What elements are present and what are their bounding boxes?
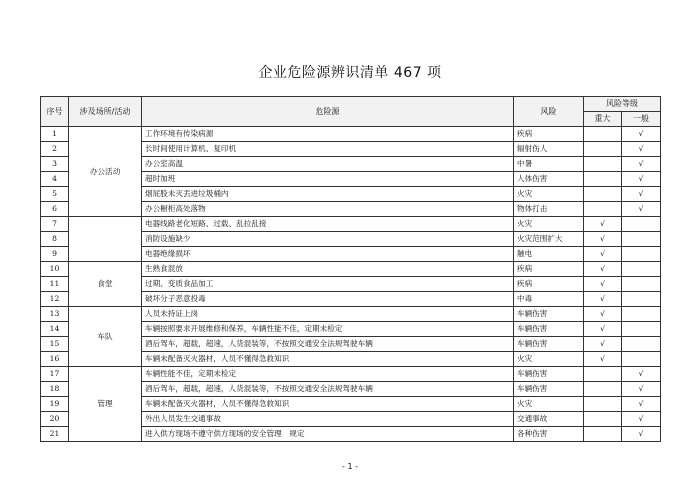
hazard-table xyxy=(40,96,661,442)
row-major-check xyxy=(584,427,622,442)
header-area: 涉及场所/活动 xyxy=(69,97,142,127)
row-hazard: 电器绝缘损坏 xyxy=(142,247,514,262)
row-hazard: 长时间使用计算机、复印机 xyxy=(142,142,514,157)
row-hazard: 车辆未配备灭火器材，人员不懂得急救知识 xyxy=(142,397,514,412)
row-seq: 2 xyxy=(41,142,69,157)
row-major-check: √ xyxy=(584,352,622,367)
row-hazard: 办公橱柜高处落物 xyxy=(142,202,514,217)
row-area: 管理 xyxy=(69,367,142,442)
row-hazard: 进入供方现场不遵守供方现场的安全管理 规定 xyxy=(142,427,514,442)
header-risk: 风险 xyxy=(514,97,584,127)
row-risk: 车辆伤害 xyxy=(514,307,584,322)
row-seq: 11 xyxy=(41,277,69,292)
table-row xyxy=(41,217,661,232)
row-risk: 车辆伤害 xyxy=(514,367,584,382)
row-seq: 7 xyxy=(41,217,69,232)
row-risk: 疾病 xyxy=(514,262,584,277)
document-title: 企业危险源辨识清单 467 项 xyxy=(258,65,442,81)
row-major-check xyxy=(584,202,622,217)
row-general-check: √ xyxy=(622,172,661,187)
row-risk: 物体打击 xyxy=(514,202,584,217)
row-risk: 中暑 xyxy=(514,157,584,172)
row-seq: 19 xyxy=(41,397,69,412)
row-seq: 10 xyxy=(41,262,69,277)
row-seq: 8 xyxy=(41,232,69,247)
row-risk: 车辆伤害 xyxy=(514,382,584,397)
row-seq: 3 xyxy=(41,157,69,172)
row-seq: 16 xyxy=(41,352,69,367)
row-hazard: 酒后驾车，超载，超速，人货混装等，不按照交通安全法规驾驶车辆 xyxy=(142,382,514,397)
table-header xyxy=(41,97,661,127)
row-general-check xyxy=(622,247,661,262)
table-row xyxy=(41,262,661,277)
row-general-check: √ xyxy=(622,382,661,397)
row-risk: 火灾 xyxy=(514,397,584,412)
row-general-check: √ xyxy=(622,397,661,412)
row-hazard: 外出人员发生交通事故 xyxy=(142,412,514,427)
row-general-check xyxy=(622,217,661,232)
row-general-check: √ xyxy=(622,187,661,202)
row-area: 办公活动 xyxy=(69,127,142,217)
row-seq: 15 xyxy=(41,337,69,352)
row-risk: 火灾范围扩大 xyxy=(514,232,584,247)
row-risk: 触电 xyxy=(514,247,584,262)
row-risk: 车辆伤害 xyxy=(514,322,584,337)
row-seq: 5 xyxy=(41,187,69,202)
row-major-check: √ xyxy=(584,337,622,352)
row-risk: 交通事故 xyxy=(514,412,584,427)
row-major-check xyxy=(584,397,622,412)
row-hazard: 人员未持证上岗 xyxy=(142,307,514,322)
row-major-check xyxy=(584,187,622,202)
row-major-check xyxy=(584,172,622,187)
row-seq: 4 xyxy=(41,172,69,187)
row-seq: 18 xyxy=(41,382,69,397)
row-risk: 中毒 xyxy=(514,292,584,307)
row-general-check xyxy=(622,322,661,337)
row-risk: 火灾 xyxy=(514,352,584,367)
row-major-check xyxy=(584,127,622,142)
row-risk: 疾病 xyxy=(514,127,584,142)
row-general-check: √ xyxy=(622,142,661,157)
row-hazard: 烟屁股未灭丢进垃圾桶内 xyxy=(142,187,514,202)
row-area: 车队 xyxy=(69,307,142,367)
header-hazard: 危险源 xyxy=(142,97,514,127)
row-hazard: 过期、变质食品加工 xyxy=(142,277,514,292)
row-major-check: √ xyxy=(584,277,622,292)
row-general-check xyxy=(622,292,661,307)
row-seq: 6 xyxy=(41,202,69,217)
row-risk: 火灾 xyxy=(514,217,584,232)
row-risk: 人体伤害 xyxy=(514,172,584,187)
row-hazard: 电器线路老化短路、过载、乱拉乱接 xyxy=(142,217,514,232)
row-hazard: 车辆按照要求开展维修和保养，车辆性能不佳，定期未检定 xyxy=(142,322,514,337)
row-major-check: √ xyxy=(584,232,622,247)
row-major-check: √ xyxy=(584,322,622,337)
row-risk: 车辆伤害 xyxy=(514,337,584,352)
row-hazard: 超时加班 xyxy=(142,172,514,187)
row-seq: 17 xyxy=(41,367,69,382)
row-hazard: 生熟食混放 xyxy=(142,262,514,277)
row-major-check: √ xyxy=(584,292,622,307)
row-seq: 9 xyxy=(41,247,69,262)
row-major-check xyxy=(584,142,622,157)
row-general-check: √ xyxy=(622,367,661,382)
row-general-check: √ xyxy=(622,412,661,427)
page-number: - 1 - xyxy=(342,462,358,471)
row-major-check: √ xyxy=(584,247,622,262)
header-general: 一般 xyxy=(622,112,661,127)
row-risk: 辐射伤人 xyxy=(514,142,584,157)
row-general-check xyxy=(622,277,661,292)
row-hazard: 破坏分子恶意投毒 xyxy=(142,292,514,307)
row-major-check: √ xyxy=(584,217,622,232)
table-row xyxy=(41,367,661,382)
row-seq: 14 xyxy=(41,322,69,337)
row-seq: 13 xyxy=(41,307,69,322)
row-hazard: 工作环境有传染病源 xyxy=(142,127,514,142)
header-major: 重大 xyxy=(584,112,622,127)
row-general-check: √ xyxy=(622,202,661,217)
row-hazard: 消防设施缺少 xyxy=(142,232,514,247)
row-hazard: 车辆性能不佳，定期未检定 xyxy=(142,367,514,382)
row-seq: 20 xyxy=(41,412,69,427)
row-major-check xyxy=(584,382,622,397)
row-hazard: 车辆未配备灭火器材，人员不懂得急救知识 xyxy=(142,352,514,367)
row-major-check xyxy=(584,412,622,427)
row-seq: 1 xyxy=(41,127,69,142)
row-major-check xyxy=(584,367,622,382)
row-general-check xyxy=(622,352,661,367)
row-general-check: √ xyxy=(622,157,661,172)
row-general-check xyxy=(622,262,661,277)
row-risk: 疾病 xyxy=(514,277,584,292)
row-hazard: 酒后驾车，超载，超速，人货混装等，不按照交通安全法规驾驶车辆 xyxy=(142,337,514,352)
header-risk-level: 风险等级 xyxy=(584,97,661,112)
table-row xyxy=(41,127,661,142)
row-seq: 12 xyxy=(41,292,69,307)
row-hazard: 办公室高温 xyxy=(142,157,514,172)
row-area: 食堂 xyxy=(69,262,142,307)
row-general-check: √ xyxy=(622,427,661,442)
row-general-check xyxy=(622,232,661,247)
row-risk: 各种伤害 xyxy=(514,427,584,442)
row-major-check: √ xyxy=(584,262,622,277)
table-body xyxy=(41,127,661,442)
row-risk: 火灾 xyxy=(514,187,584,202)
row-major-check: √ xyxy=(584,307,622,322)
row-major-check xyxy=(584,157,622,172)
row-seq: 21 xyxy=(41,427,69,442)
row-area xyxy=(69,217,142,262)
row-general-check xyxy=(622,337,661,352)
row-general-check: √ xyxy=(622,127,661,142)
row-general-check xyxy=(622,307,661,322)
table-row xyxy=(41,307,661,322)
header-seq: 序号 xyxy=(41,97,69,127)
